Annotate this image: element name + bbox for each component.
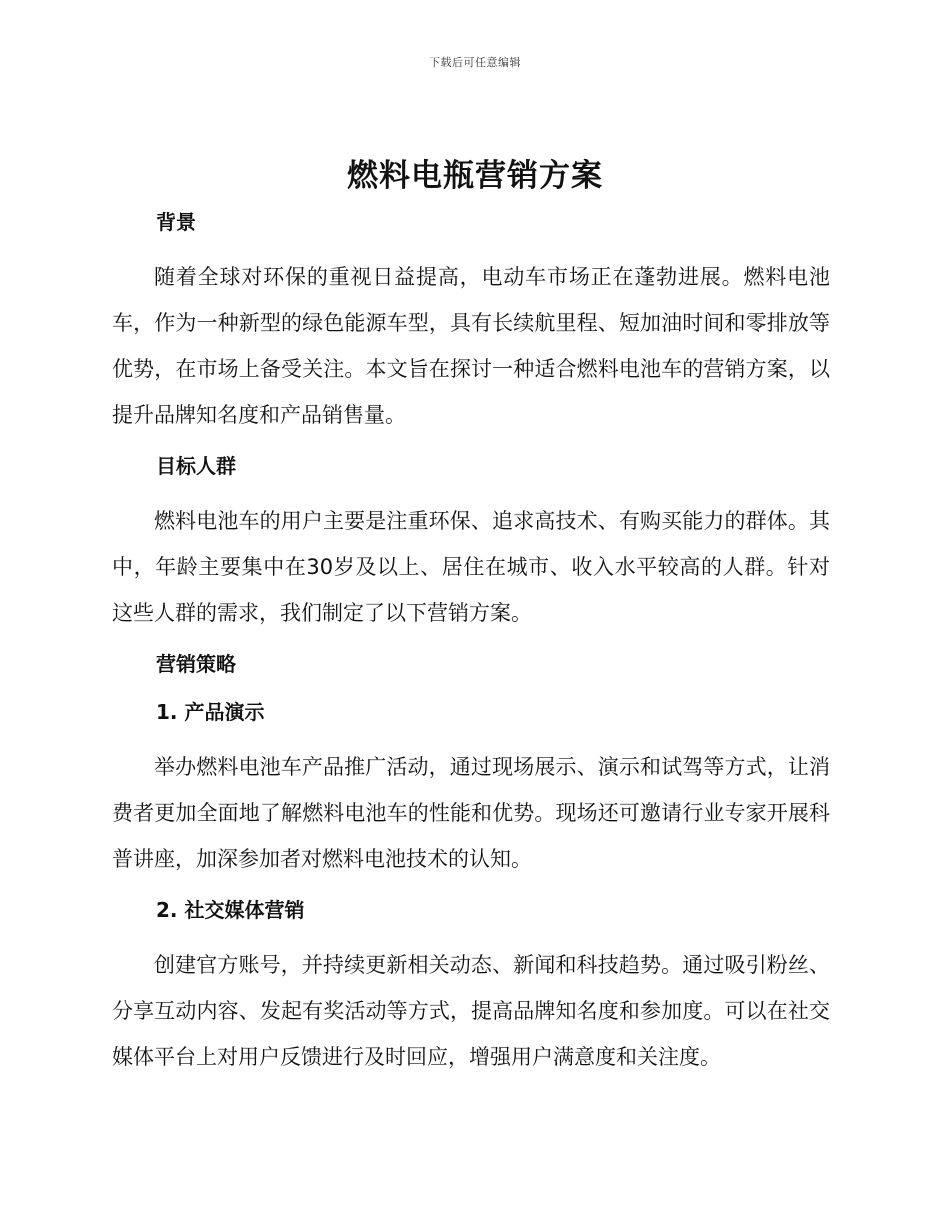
section-heading-target-audience: 目标人群: [156, 454, 236, 478]
section-paragraph-product-demo: 举办燃料电池车产品推广活动，通过现场展示、演示和试驾等方式，让消费者更加全面地了解燃料电池车的性能和优势。现场还可邀请行业专家开展科普讲座，加深参加者对燃料电池技术的认知。: [112, 755, 830, 871]
document-body: [112, 206, 830, 1092]
section-heading-marketing-strategy: 营销策略: [156, 652, 236, 676]
section-paragraph-background: 随着全球对环保的重视日益提高，电动车市场正在蓬勃进展。燃料电池车，作为一种新型的绿色能源车型，具有长续航里程、短加油时间和零排放等优势，在市场上备受关注。本文旨在探讨一种适合燃料电池车的营销方案，以提升品牌知名度和产品销售量。: [112, 265, 830, 427]
section-heading-background: 背景: [156, 210, 196, 234]
document-title: 燃料电瓶营销方案: [347, 158, 603, 194]
section-heading-social-media: 2. 社交媒体营销: [156, 898, 305, 922]
header-note: 下载后可任意编辑: [429, 56, 521, 69]
section-paragraph-target-audience: 燃料电池车的用户主要是注重环保、追求高技术、有购买能力的群体。其中，年龄主要集中在30岁及以上、居住在城市、收入水平较高的人群。针对这些人群的需求，我们制定了以下营销方案。: [112, 509, 830, 625]
section-heading-product-demo: 1. 产品演示: [156, 700, 265, 724]
section-paragraph-social-media: 创建官方账号，并持续更新相关动态、新闻和科技趋势。通过吸引粉丝、分享互动内容、发起有奖活动等方式，提高品牌知名度和参加度。可以在社交媒体平台上对用户反馈进行及时回应，增强用户满意度和关注度。: [112, 953, 830, 1069]
